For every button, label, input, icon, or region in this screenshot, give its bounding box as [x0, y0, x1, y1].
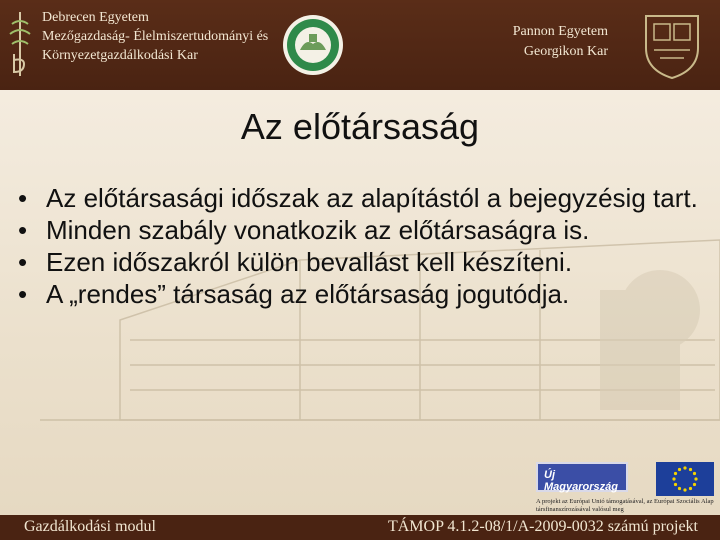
right-institution-name [498, 22, 608, 62]
footer-project-label: TÁMOP 4.1.2-08/1/A-2009-0032 számú projekt [387, 518, 698, 535]
slide-title: Az előtársaság [240, 106, 480, 147]
left-institution-line: Mezőgazdaság- Élelmiszertudományi és [42, 29, 269, 44]
bullet-list [18, 182, 708, 310]
uj-magyarorszag-label: Új Magyarország [544, 469, 618, 493]
header-band [0, 0, 720, 90]
bullet-text: Az előtársasági időszak az alapítástól a bejegyzésig tart. [46, 183, 698, 213]
uj-magyarorszag-logo [536, 462, 628, 492]
right-institution-line: Pannon Egyetem [512, 24, 608, 39]
left-institution-name [42, 8, 268, 65]
bullet-text: A „rendes” társaság az előtársaság jogutódja. [46, 279, 570, 309]
left-institution-line: Debrecen Egyetem [42, 10, 149, 25]
bullet-marker: • [18, 247, 28, 277]
bullet-marker: • [18, 279, 28, 309]
funding-note: A projekt az Európai Unió támogatásával, az Európai Szociális Alap társfinanszírozásával valósul meg [536, 498, 714, 513]
bullet-item [18, 278, 708, 310]
debrecen-logo-icon [6, 10, 34, 78]
pannon-shield-icon [640, 10, 704, 80]
left-institution-line: Környezetgazdálkodási Kar [42, 48, 198, 63]
bullet-item [18, 246, 708, 278]
bullet-item [18, 182, 708, 214]
bullet-marker: • [18, 183, 28, 213]
bullet-text: Minden szabály vonatkozik az előtársaságra is. [46, 215, 590, 245]
right-institution-line: Georgikon Kar [523, 44, 608, 59]
bullet-item [18, 214, 708, 246]
university-seal-icon [282, 14, 344, 76]
bullet-text: Ezen időszakról külön bevallást kell készíteni. [46, 247, 573, 277]
bullet-marker: • [18, 215, 28, 245]
footer-band [0, 515, 720, 540]
eu-flag-icon [656, 462, 714, 496]
footer-module-label: Gazdálkodási modul [24, 518, 156, 535]
